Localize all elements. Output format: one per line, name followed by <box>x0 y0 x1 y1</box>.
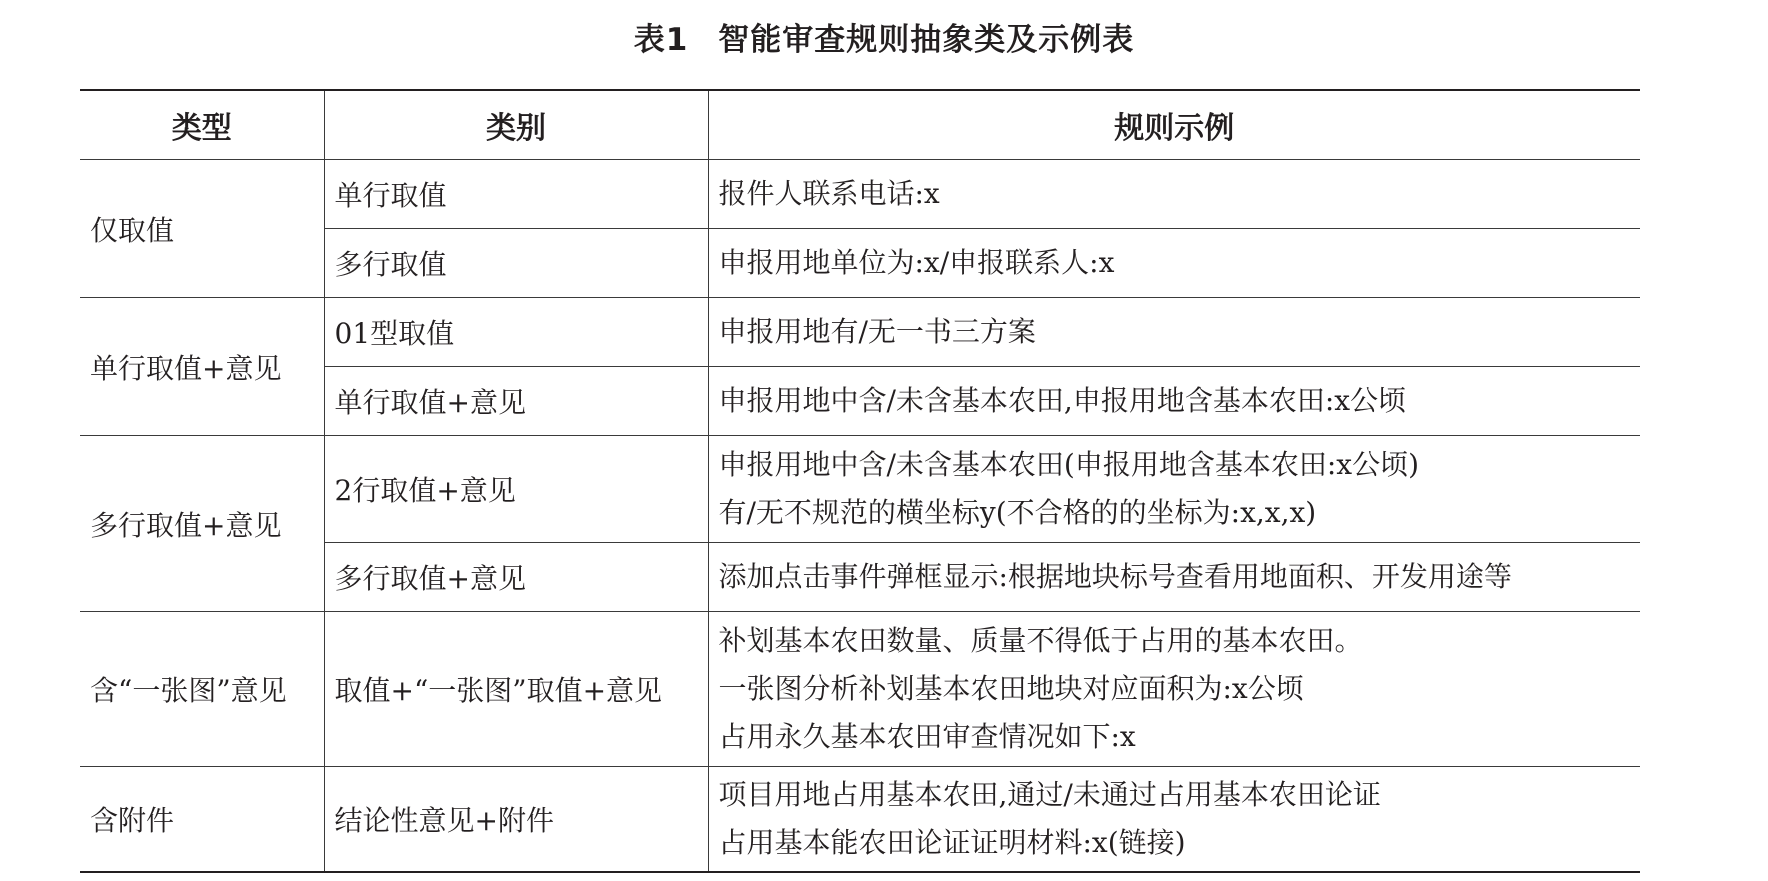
example-cell <box>708 367 1640 436</box>
header-category: 类别 <box>324 90 708 160</box>
type-cell: 含“一张图”意见 <box>80 612 324 767</box>
table-caption <box>0 18 1768 62</box>
category-cell: 结论性意见+附件 <box>324 767 708 873</box>
header-row <box>80 90 1640 160</box>
example-cell <box>708 767 1640 873</box>
type-cell: 单行取值+意见 <box>80 298 324 436</box>
example-cell <box>708 229 1640 298</box>
category-cell: 取值+“一张图”取值+意见 <box>324 612 708 767</box>
example-line: 添加点击事件弹框显示:根据地块标号查看用地面积、开发用途等 <box>718 560 1512 593</box>
example-line: 报件人联系电话:x <box>718 177 940 210</box>
example-line: 一张图分析补划基本农田地块对应面积为:x公顷 <box>718 672 1304 705</box>
header-example: 规则示例 <box>708 90 1640 160</box>
table-row <box>80 612 1640 767</box>
example-line: 申报用地中含/未含基本农田,申报用地含基本农田:x公顷 <box>718 384 1407 417</box>
example-cell <box>708 436 1640 543</box>
table-row <box>80 436 1640 543</box>
table-title: 智能审查规则抽象类及示例表 <box>718 22 1135 58</box>
example-cell <box>708 298 1640 367</box>
table-row <box>80 298 1640 367</box>
category-cell: 单行取值+意见 <box>324 367 708 436</box>
type-cell: 含附件 <box>80 767 324 873</box>
type-cell: 多行取值+意见 <box>80 436 324 612</box>
example-line: 有/无不规范的横坐标y(不合格的的坐标为:x,x,x) <box>718 496 1317 529</box>
category-cell: 单行取值 <box>324 160 708 229</box>
table-number: 表1 <box>633 22 689 58</box>
category-cell: 多行取值+意见 <box>324 543 708 612</box>
type-cell: 仅取值 <box>80 160 324 298</box>
table-row <box>80 160 1640 229</box>
example-line: 申报用地中含/未含基本农田(申报用地含基本农田:x公顷) <box>718 448 1420 481</box>
category-cell: 01型取值 <box>324 298 708 367</box>
example-line: 申报用地单位为:x/申报联系人:x <box>718 246 1115 279</box>
rules-table <box>80 89 1640 873</box>
example-line: 申报用地有/无一书三方案 <box>718 315 1036 348</box>
example-line: 占用永久基本农田审查情况如下:x <box>718 720 1136 753</box>
example-cell <box>708 160 1640 229</box>
example-line: 占用基本能农田论证证明材料:x(链接) <box>718 826 1186 859</box>
example-line: 补划基本农田数量、质量不得低于占用的基本农田。 <box>718 624 1363 657</box>
example-line: 项目用地占用基本农田,通过/未通过占用基本农田论证 <box>718 778 1381 811</box>
example-cell <box>708 612 1640 767</box>
header-type: 类型 <box>80 90 324 160</box>
example-cell <box>708 543 1640 612</box>
table-row <box>80 767 1640 873</box>
category-cell: 2行取值+意见 <box>324 436 708 543</box>
category-cell: 多行取值 <box>324 229 708 298</box>
